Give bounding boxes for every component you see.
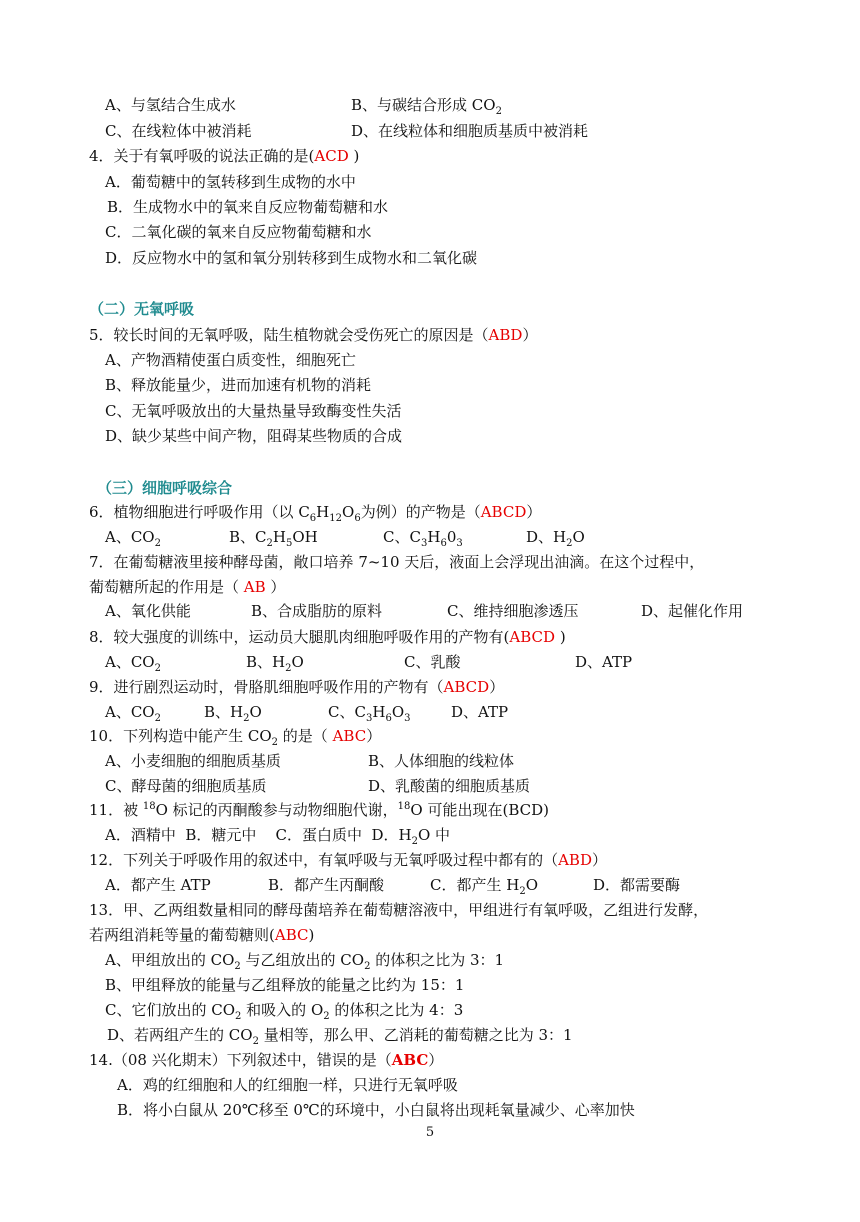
q6-stem-post: ） [526, 503, 542, 521]
q10-stem-post: ） [366, 727, 382, 745]
q10-stem-mid: 的是（ [278, 727, 333, 745]
q11-options-text [105, 825, 450, 845]
q6-option-a [105, 527, 161, 547]
superscript: 18 [397, 801, 411, 812]
q14-stem [0, 1050, 860, 1070]
q5-stem-text [89, 325, 537, 345]
q4-option-d [0, 248, 860, 268]
q6-stem [0, 502, 860, 522]
q8-stem [0, 627, 860, 647]
q13-stem-line-1 [0, 900, 860, 920]
q4-answer: ACD [314, 147, 349, 165]
q13-option-b [0, 975, 860, 995]
q6-option-b-post: OH [292, 528, 318, 546]
section-heading-anaerobic [0, 299, 860, 319]
q6-option-b-h: H [272, 528, 286, 546]
q13-option-a-text [105, 950, 504, 970]
subscript: 2 [243, 713, 250, 724]
subscript: 3 [365, 713, 373, 724]
subscript: 2 [566, 538, 573, 549]
q13-option-d-post: 量相等，那么甲、乙消耗的葡萄糖之比为 3：1 [258, 1026, 573, 1044]
q11-stem-post: O 可能出现在(BCD) [410, 801, 549, 819]
q6-option-b [229, 527, 318, 547]
q5-option-d [0, 426, 860, 446]
q11-stem-pre: 11．被 [89, 801, 143, 819]
q4-stem-post: ) [348, 147, 360, 165]
q3-option-d: D、在线粒体和细胞质基质中被消耗 [351, 122, 589, 140]
q7-line2-text [89, 577, 285, 597]
q8-answer: ABCD [509, 628, 556, 646]
q3-option-b-text: B、与碳结合形成 CO [351, 96, 496, 114]
q9-option-c-o: O [391, 703, 405, 721]
q7-option-c: C、维持细胞渗透压 [447, 602, 579, 620]
q10-stem [0, 726, 860, 746]
subscript: 6 [354, 513, 361, 524]
q12-option-c-text: C．都产生 H [430, 876, 520, 894]
q14-stem-pre: 14.（08 兴化期末）下列叙述中，错误的是（ [89, 1051, 392, 1069]
page-number: 5 [425, 1125, 435, 1140]
q7-option-b: B、合成脂肪的原料 [251, 602, 383, 620]
q5-option-b [0, 375, 860, 395]
q3-option-c: C、在线粒体中被消耗 [105, 122, 252, 140]
q9-option-c [328, 702, 411, 722]
q6-option-d [526, 527, 585, 547]
q14-option-b [0, 1100, 860, 1120]
q12-stem-text [89, 850, 607, 870]
subscript: 3 [404, 713, 411, 724]
q11-stem-text [89, 800, 549, 820]
q5-option-d-text: D、缺少某些中间产物，阻碍某些物质的合成 [105, 427, 403, 445]
q7-line2-pre: 葡萄糖所起的作用是（ [89, 578, 244, 596]
q12-options [0, 875, 860, 895]
subscript: 6 [385, 713, 392, 724]
subscript: 3 [420, 538, 428, 549]
q12-option-c-post: O [525, 876, 539, 894]
q7-stem-line-2 [0, 577, 860, 597]
q7-answer: AB [243, 578, 266, 596]
q6-option-c-post: 0 [446, 528, 457, 546]
q7-stem-line-1 [0, 552, 860, 572]
q4-option-c-text: C．二氧化碳的氧来自反应物葡萄糖和水 [105, 223, 372, 241]
section-heading-respiration-synthesis [0, 478, 860, 498]
subscript: 5 [285, 538, 293, 549]
q8-options [0, 652, 860, 672]
subscript: 12 [329, 513, 342, 524]
subscript: 2 [364, 961, 371, 972]
q11-options-post: O 中 [417, 826, 451, 844]
q3-option-a: A、与氢结合生成水 [105, 96, 236, 114]
q9-option-b [204, 702, 262, 722]
q5-option-b-text: B、释放能量少，进而加速有机物的消耗 [105, 376, 372, 394]
q10-option-row-2 [0, 776, 860, 796]
superscript: 18 [142, 801, 156, 812]
q11-options [0, 825, 860, 845]
q14-stem-post: ） [428, 1051, 444, 1069]
q13-option-a-pre: A、甲组放出的 CO [105, 951, 235, 969]
subscript: 2 [271, 737, 279, 748]
q8-option-b-text: B、H [246, 653, 286, 671]
q7-option-a: A、氧化供能 [105, 602, 191, 620]
subscript: 6 [440, 538, 447, 549]
q8-option-b-post: O [291, 653, 304, 671]
q12-answer: ABD [558, 851, 592, 869]
q13-line2-post: ) [308, 926, 315, 944]
q13-option-c-pre: C、它们放出的 CO [105, 1001, 236, 1019]
q5-option-a-text: A、产物酒精使蛋白质变性，细胞死亡 [105, 351, 356, 369]
q6-stem-text [89, 502, 541, 522]
q10-option-d: D、乳酸菌的细胞质基质 [368, 777, 531, 795]
q6-option-d-text: D、H [526, 528, 567, 546]
q8-option-a [105, 652, 161, 672]
q3-option-b [351, 95, 502, 115]
q13-line1-text: 13．甲、乙两组数量相同的酵母菌培养在葡萄糖溶液中，甲组进行有氧呼吸，乙组进行发酵， [89, 901, 709, 919]
subscript: 2 [323, 1011, 330, 1022]
q10-answer: ABC [332, 727, 367, 745]
q4-stem [0, 146, 860, 166]
q5-stem-post: ） [522, 326, 538, 344]
q12-option-b: B．都产生丙酮酸 [268, 876, 385, 894]
q12-option-a: A．都产生 ATP [105, 876, 211, 894]
q4-option-c [0, 222, 860, 242]
q4-option-a-text: A．葡萄糖中的氢转移到生成物的水中 [105, 173, 356, 191]
q13-line2-pre: 若两组消耗等量的葡萄糖则( [89, 926, 275, 944]
q5-answer: ABD [488, 326, 523, 344]
q9-option-b-text: B、H [204, 703, 244, 721]
q6-stem-mid: 为例）的产物是（ [360, 503, 481, 521]
q6-formula-h: H [316, 503, 330, 521]
q14-option-a [0, 1075, 860, 1095]
section2-title: （二）无氧呼吸 [89, 300, 195, 318]
q12-stem-post: ） [591, 851, 607, 869]
q14-option-b-text: B．将小白鼠从 20℃移至 0℃的环境中，小白鼠将出现耗氧量减少、心率加快 [117, 1101, 635, 1119]
section3-title: （三）细胞呼吸综合 [97, 479, 233, 497]
q8-option-b [246, 652, 304, 672]
q9-options [0, 702, 860, 722]
q13-option-c [0, 1000, 860, 1020]
q8-stem-pre: 8．较大强度的训练中，运动员大腿肌肉细胞呼吸作用的产物有( [89, 628, 510, 646]
q12-stem [0, 850, 860, 870]
q6-answer: ABCD [480, 503, 527, 521]
subscript: 2 [495, 106, 502, 117]
q13-option-d [0, 1025, 860, 1045]
subscript: 3 [456, 538, 463, 549]
q10-option-a: A、小麦细胞的细胞质基质 [105, 752, 281, 770]
q11-options-pre: A．酒精中 B．糖元中 C．蛋白质中 D．H [105, 826, 412, 844]
q8-option-a-text: A、CO [105, 653, 155, 671]
q6-option-c-h: H [427, 528, 441, 546]
subscript: 2 [235, 1011, 242, 1022]
q10-option-c: C、酵母菌的细胞质基质 [105, 777, 267, 795]
q8-stem-post: ) [555, 628, 566, 646]
q6-option-c [383, 527, 463, 547]
q6-formula-o: O [342, 503, 355, 521]
q8-stem-text [89, 627, 566, 647]
q9-stem-text [89, 677, 504, 697]
q3-option-row-2 [0, 121, 860, 141]
q9-option-d: D、ATP [451, 703, 509, 721]
q9-option-b-post: O [249, 703, 262, 721]
q4-option-d-text: D．反应物水中的氢和氧分别转移到生成物水和二氧化碳 [105, 249, 478, 267]
subscript: 2 [266, 538, 273, 549]
q5-stem-pre: 5．较长时间的无氧呼吸，陆生植物就会受伤死亡的原因是（ [89, 326, 489, 344]
q8-option-c: C、乳酸 [404, 653, 461, 671]
q11-stem-mid: O 标记的丙酮酸参与动物细胞代谢， [155, 801, 398, 819]
q9-stem [0, 677, 860, 697]
q13-option-a-post: 的体积之比为 3：1 [370, 951, 505, 969]
q13-line2-text [89, 925, 314, 945]
q6-option-a-text: A、CO [105, 528, 155, 546]
q7-line1-text: 7．在葡萄糖液里接种酵母菌，敞口培养 7~10 天后，液面上会浮现出油滴。在这个过程中， [89, 553, 705, 571]
q7-option-d: D、起催化作用 [641, 602, 744, 620]
q9-stem-pre: 9．进行剧烈运动时，骨胳肌细胞呼吸作用的产物有（ [89, 678, 444, 696]
q4-stem-pre: 4．关于有氧呼吸的说法正确的是( [89, 147, 315, 165]
q13-option-c-post: 的体积之比为 4：3 [329, 1001, 464, 1019]
q10-stem-text [89, 726, 381, 746]
q11-stem [0, 800, 860, 820]
q8-option-d: D、ATP [575, 653, 633, 671]
subscript: 2 [252, 1036, 259, 1047]
q12-stem-pre: 12．下列关于呼吸作用的叙述中，有氧呼吸与无氧呼吸过程中都有的（ [89, 851, 559, 869]
q4-option-b-text: B．生成物水中的氧来自反应物葡萄糖和水 [107, 198, 389, 216]
q9-option-a [105, 702, 161, 722]
q9-answer: ABCD [443, 678, 490, 696]
q5-option-c [0, 401, 860, 421]
q13-option-d-text [107, 1025, 573, 1045]
subscript: 2 [234, 961, 241, 972]
q4-option-b [0, 197, 860, 217]
q14-option-a-text: A．鸡的红细胞和人的红细胞一样，只进行无氧呼吸 [117, 1076, 458, 1094]
q3-option-row-1 [0, 95, 860, 115]
q7-line2-post: ） [265, 578, 286, 596]
q12-option-c [430, 875, 538, 895]
q13-option-d-pre: D、若两组产生的 CO [107, 1026, 253, 1044]
q7-options [0, 601, 860, 621]
q13-answer: ABC [274, 926, 309, 944]
q10-stem-pre: 10．下列构造中能产生 CO [89, 727, 272, 745]
subscript: 2 [154, 538, 161, 549]
q13-option-b-text: B、甲组释放的能量与乙组释放的能量之比约为 15：1 [105, 976, 465, 994]
q14-answer: ABC [391, 1051, 429, 1069]
q4-option-a [0, 172, 860, 192]
subscript: 2 [154, 713, 161, 724]
q14-stem-text [89, 1050, 443, 1070]
q9-stem-post: ） [489, 678, 505, 696]
q13-stem-line-2 [0, 925, 860, 945]
q6-option-d-post: O [572, 528, 585, 546]
q13-option-c-mid: 和吸入的 O [241, 1001, 324, 1019]
q4-stem-text [89, 146, 359, 166]
q13-option-a [0, 950, 860, 970]
q9-option-c-text: C、C [328, 703, 366, 721]
q5-stem [0, 325, 860, 345]
q12-option-d: D．都需要酶 [593, 876, 681, 894]
q13-option-a-mid: 与乙组放出的 CO [240, 951, 365, 969]
q10-option-b: B、人体细胞的线粒体 [368, 752, 515, 770]
q5-option-c-text: C、无氧呼吸放出的大量热量导致酶变性失活 [105, 402, 402, 420]
q10-option-row-1 [0, 751, 860, 771]
q6-options [0, 527, 860, 547]
q6-stem-pre: 6．植物细胞进行呼吸作用（以 C [89, 503, 310, 521]
q5-option-a [0, 350, 860, 370]
q6-option-b-text: B、C [229, 528, 267, 546]
q13-option-c-text [105, 1000, 463, 1020]
subscript: 2 [154, 663, 161, 674]
q9-option-c-h: H [372, 703, 386, 721]
subscript: 2 [285, 663, 292, 674]
q9-option-a-text: A、CO [105, 703, 155, 721]
subscript: 6 [309, 513, 317, 524]
subscript: 2 [411, 836, 418, 847]
subscript: 2 [519, 886, 526, 897]
q6-option-c-text: C、C [383, 528, 421, 546]
